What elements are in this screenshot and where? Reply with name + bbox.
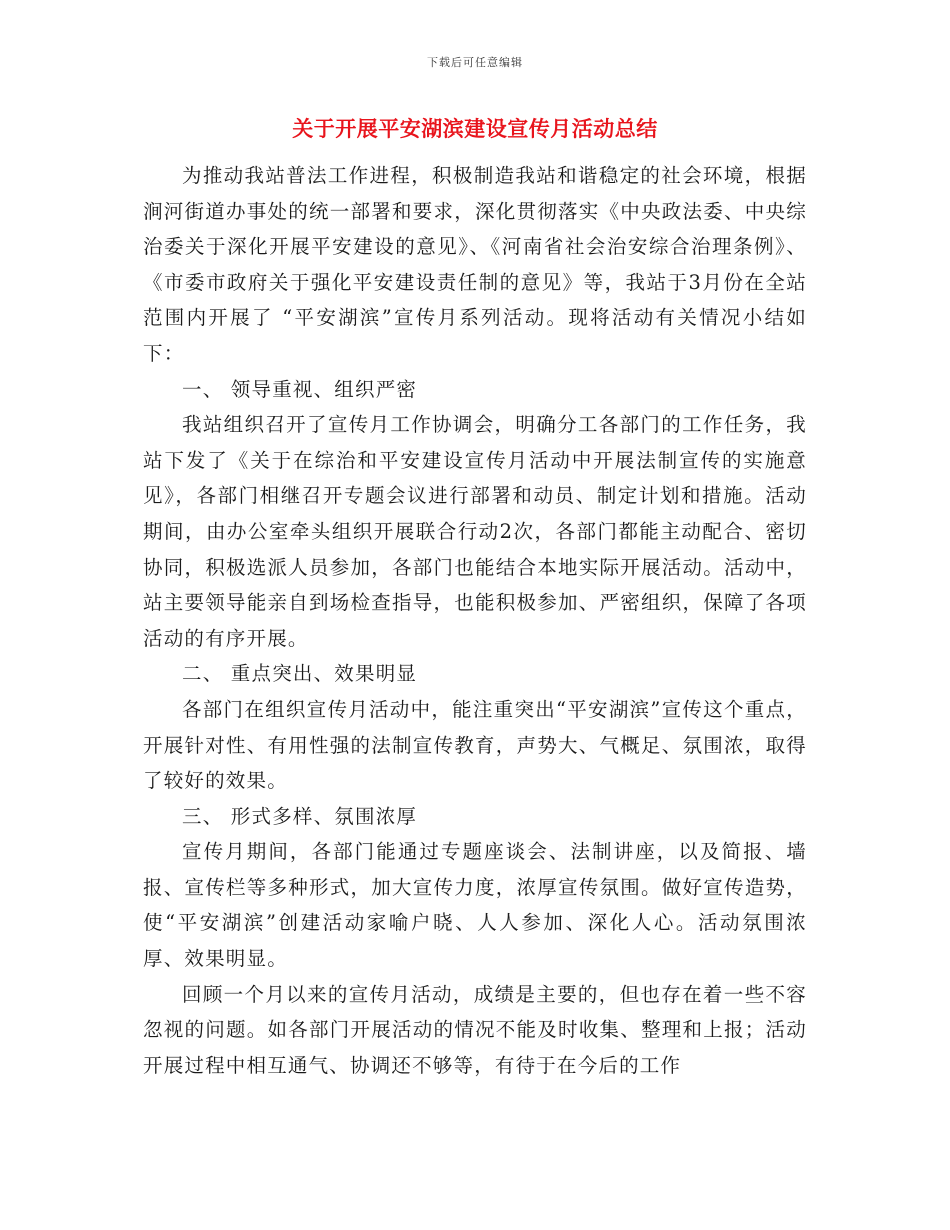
intro-paragraph: 为推动我站普法工作进程，积极制造我站和谐稳定的社会环境，根据涧河街道办事处的统一部署和要求，深化贯彻落实《中央政法委、中央综治委关于深化开展平安建设的意见》、《河南省社会治安综合治理条例》、《市委市政府关于强化平安建设责任制的意见》等，我站于3月份在全站范围内开展了 “平安湖滨”宣传月系列活动。现将活动有关情况小结如下： [143, 164, 807, 365]
section-heading-2: 二、 重点突出、效果明显 [182, 662, 418, 686]
section-paragraph-2: 各部门在组织宣传月活动中，能注重突出“平安湖滨”宣传这个重点，开展针对性、有用性强的法制宣传教育，声势大、气概足、氛围浓，取得了较好的效果。 [143, 697, 807, 793]
document-title: 关于开展平安湖滨建设宣传月活动总结 [292, 116, 658, 141]
review-paragraph: 回顾一个月以来的宣传月活动，成绩是主要的，但也存在着一些不容忽视的问题。如各部门开展活动的情况不能及时收集、整理和上报；活动开展过程中相互通气、协调还不够等，有待于在今后的工作 [143, 982, 807, 1077]
section-paragraph-1: 我站组织召开了宣传月工作协调会，明确分工各部门的工作任务，我站下发了《关于在综治和平安建设宣传月活动中开展法制宣传的实施意见》，各部门相继召开专题会议进行部署和动员、制定计划和措施。活动期间，由办公室牵头组织开展联合行动2次，各部门都能主动配合、密切协同，积极选派人员参加，各部门也能结合本地实际开展活动。活动中，站主要领导能亲自到场检查指导，也能积极参加、严密组织，保障了各项活动的有序开展。 [143, 413, 807, 650]
section-paragraph-3: 宣传月期间，各部门能通过专题座谈会、法制讲座，以及简报、墙报、宣传栏等多种形式，加大宣传力度，浓厚宣传氛围。做好宣传造势，使“平安湖滨”创建活动家喻户晓、人人参加、深化人心。活动氛围浓厚、效果明显。 [143, 840, 807, 971]
section-heading-3: 三、 形式多样、氛围浓厚 [182, 804, 418, 828]
section-heading-1: 一、 领导重视、组织严密 [182, 377, 418, 401]
page-header-note: 下载后可任意编辑 [427, 56, 523, 69]
document-body [143, 158, 807, 1083]
